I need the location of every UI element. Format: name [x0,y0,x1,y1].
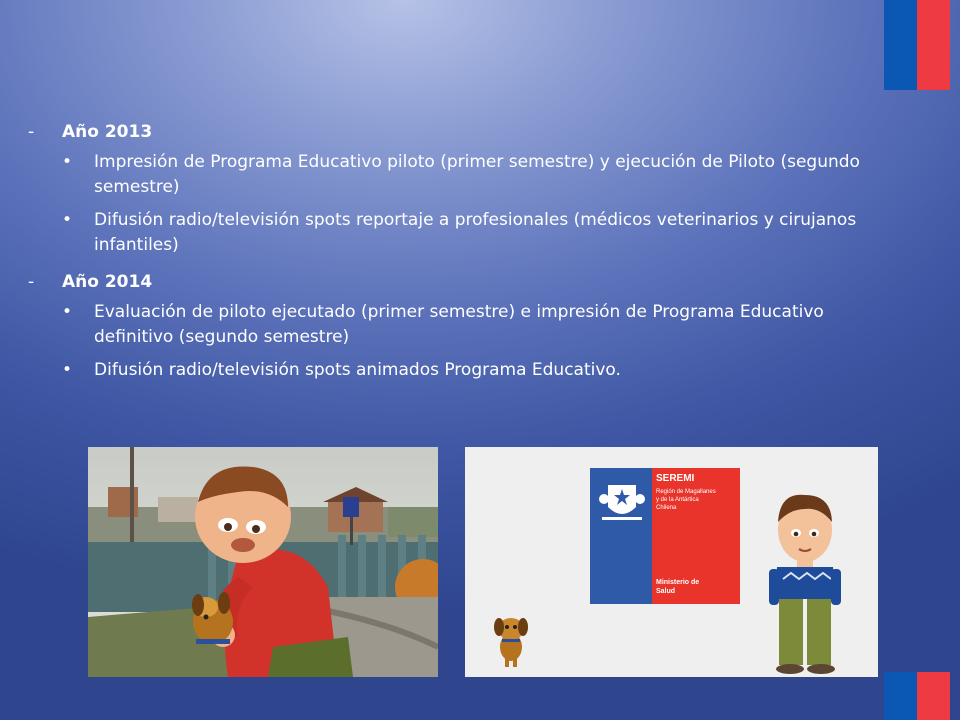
animated-scene-image [88,447,438,677]
bullet-item: • Evaluación de piloto ejecutado (primer semestre) e impresión de Programa Educativo definitivo (segundo semestre) [28,300,888,350]
logo-region-line: Chilena [656,505,677,511]
bullet-item: • Difusión radio/televisión spots animados Programa Educativo. [28,358,888,383]
bullet-item: • Difusión radio/televisión spots reportaje a profesionales (médicos veterinarios y cirujanos infantiles) [28,208,888,258]
dash-marker: - [28,122,35,142]
section-title: Año 2014 [62,272,153,292]
seremi-logo-scene-image [465,447,878,677]
logo-region-line: Región de Magallanes [656,489,716,495]
section-title: Año 2013 [62,122,153,142]
logo-ministerio-line: Ministerio de [656,579,700,586]
flag-corner-bottom [884,672,950,720]
section-heading-2014 [28,268,888,296]
flag-corner-top [884,0,950,90]
bullet-list-2013 [28,150,888,258]
section-heading-2013 [28,118,888,146]
logo-region-line: y de la Antártica [656,497,699,503]
slide-content [28,112,888,393]
bullet-item: • Impresión de Programa Educativo piloto (primer semestre) y ejecución de Piloto (segundo semestre) [28,150,888,200]
dash-marker: - [28,272,35,292]
logo-seremi-text: SEREMI [656,473,695,484]
logo-ministerio-line: Salud [656,588,676,595]
bullet-list-2014 [28,300,888,383]
